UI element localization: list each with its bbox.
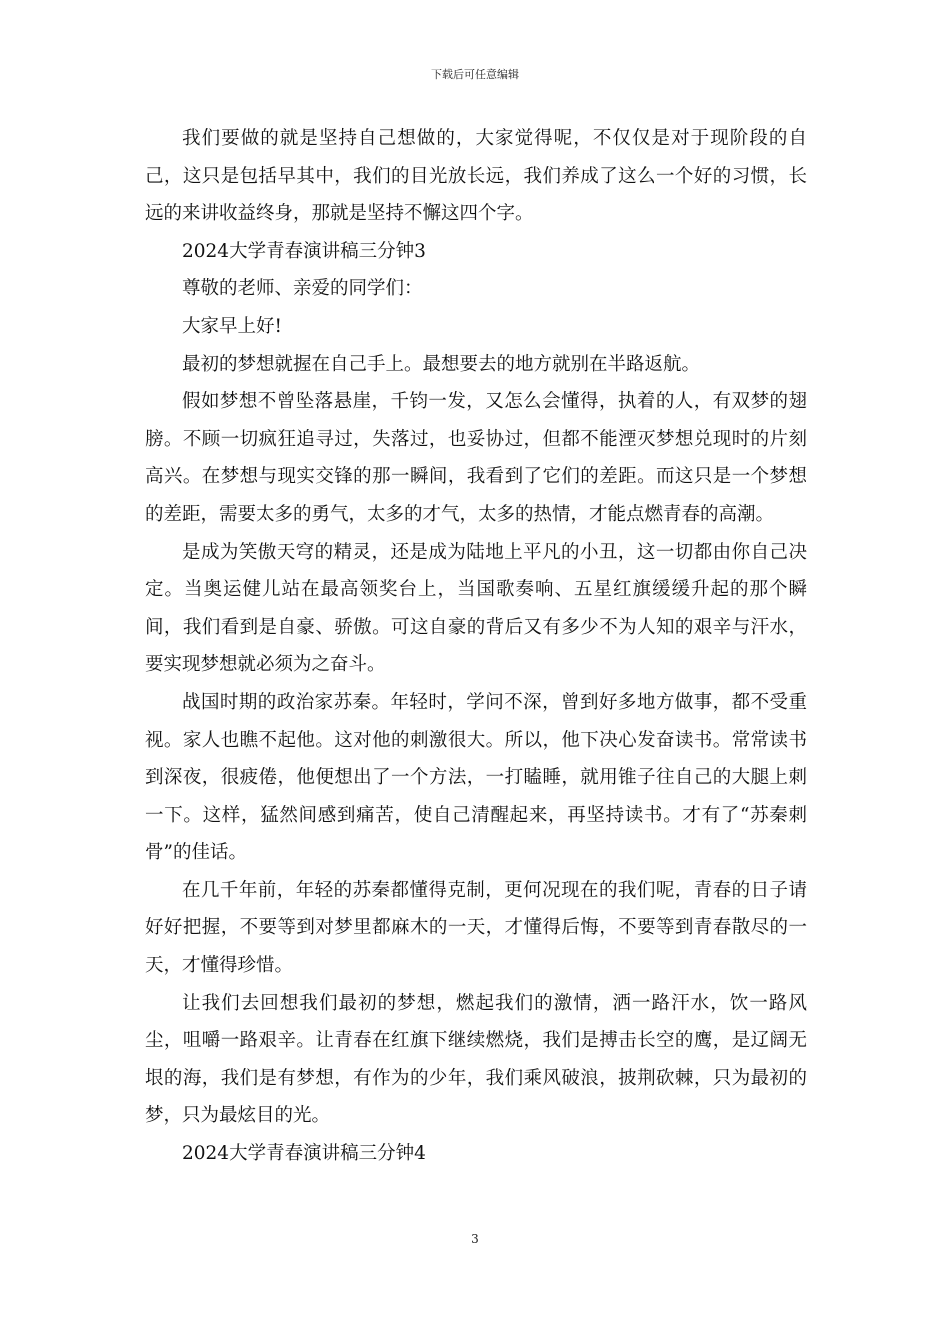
section-heading-3: 2024大学青春演讲稿三分钟3 <box>182 240 426 262</box>
document-body <box>145 120 807 1173</box>
salutation: 尊敬的老师、亲爱的同学们： <box>182 278 423 300</box>
paragraph-continuation: 我们要做的就是坚持自己想做的，大家觉得呢，不仅仅是对于现阶段的自己，这只是包括早其中，我们的目光放长远，我们养成了这么一个好的习惯，长远的来讲收益终身，那就是坚持不懈这四个字。 <box>145 128 807 225</box>
greeting: 大家早上好! <box>182 315 282 337</box>
paragraph: 假如梦想不曾坠落悬崖，千钧一发，又怎么会懂得，执着的人，有双梦的翅膀。不顾一切疯狂追寻过，失落过，也妥协过，但都不能湮灭梦想兑现时的片刻高兴。在梦想与现实交锋的那一瞬间，我看到了它们的差距。而这只是一个梦想的差距，需要太多的勇气，太多的才气，太多的热情，才能点燃青春的高潮。 <box>145 391 807 525</box>
page-header: 下载后可任意编辑 <box>431 68 519 81</box>
paragraph: 在几千年前，年轻的苏秦都懂得克制，更何况现在的我们呢，青春的日子请好好把握，不要等到对梦里都麻木的一天，才懂得后悔，不要等到青春散尽的一天，才懂得珍惜。 <box>145 879 807 977</box>
paragraph: 让我们去回想我们最初的梦想，燃起我们的激情，洒一路汗水，饮一路风尘，咀嚼一路艰辛。让青春在红旗下继续燃烧，我们是搏击长空的鹰，是辽阔无垠的海，我们是有梦想，有作为的少年，我们乘风破浪，披荆砍棘，只为最初的梦，只为最炫目的光。 <box>145 992 807 1127</box>
paragraph: 战国时期的政治家苏秦。年轻时，学问不深，曾到好多地方做事，都不受重视。家人也瞧不起他。这对他的刺激很大。所以，他下决心发奋读书。常常读书到深夜，很疲倦，他便想出了一个方法，一打瞌睡，就用锥子往自己的大腿上刺一下。这样，猛然间感到痛苦，使自己清醒起来，再坚持读书。才有了“苏秦刺骨”的佳话。 <box>145 691 807 864</box>
section-heading-4: 2024大学青春演讲稿三分钟4 <box>182 1143 426 1165</box>
paragraph: 最初的梦想就握在自己手上。最想要去的地方就别在半路返航。 <box>182 353 701 375</box>
paragraph: 是成为笑傲天穹的精灵，还是成为陆地上平凡的小丑，这一切都由你自己决定。当奥运健儿站在最高领奖台上，当国歌奏响、五星红旗缓缓升起的那个瞬间，我们看到是自豪、骄傲。可这自豪的背后又有多少不为人知的艰辛与汗水，要实现梦想就必须为之奋斗。 <box>145 541 807 676</box>
page-number: 3 <box>471 1232 479 1246</box>
